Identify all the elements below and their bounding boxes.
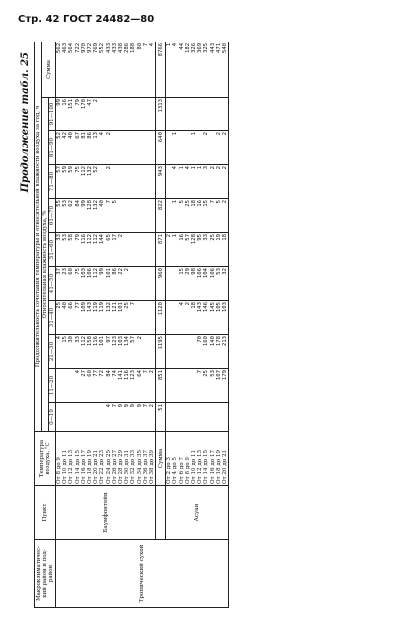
sum-value: 8766 <box>156 42 166 98</box>
rotated-content <box>20 42 373 608</box>
value-cell: 52 42 40 67 81 86 13 4 2 <box>56 131 156 165</box>
header-range: 81—90 <box>49 131 56 165</box>
point-cell: Асуан <box>166 486 229 540</box>
sum-value: 1195 <box>156 335 166 369</box>
value-cell: 7 25 53 107 179 <box>166 369 229 403</box>
value-cell: 4 2 18 143 146 145 105 103 <box>166 301 229 335</box>
header-point: Пункт <box>35 486 56 540</box>
header-range: 11—20 <box>49 369 56 403</box>
value-cell: 33 53 58 79 116 112 112 144 65 17 2 <box>56 233 156 267</box>
table-row <box>56 42 156 608</box>
value-cell: 4 27 60 77 72 84 74 141 116 123 64 7 2 <box>56 369 156 403</box>
value-cell: 4 15 30 33 112 158 116 101 97 123 103 134 57 2 <box>56 335 156 369</box>
sum-value: 871 <box>156 233 166 267</box>
sum-label: Сумма <box>156 432 166 486</box>
header-range: 71—80 <box>49 165 56 199</box>
value-cell <box>166 403 229 432</box>
value-cell: 1 5 25 18 16 15 7 5 2 <box>166 199 229 233</box>
header-range: 51—60 <box>49 233 56 267</box>
sum-value: 851 <box>156 369 166 403</box>
header-temperature: Температура воздуха, °С <box>35 432 56 486</box>
header-range: 41—50 <box>49 267 56 301</box>
header-range: 61—70 <box>49 199 56 233</box>
value-cell: 70 160 140 178 213 <box>166 335 229 369</box>
page-header: Стр. 42 ГОСТ 24482—80 <box>18 14 155 25</box>
sum-value: 51 <box>156 403 166 432</box>
empty-cell <box>156 486 166 540</box>
value-cell: 57 59 59 75 112 132 52 2 <box>56 165 156 199</box>
value-cell <box>166 98 229 131</box>
header-range: 31—40 <box>49 301 56 335</box>
header-sum: Сумма <box>42 42 56 98</box>
sum-value: 1120 <box>156 301 166 335</box>
sum-value: 640 <box>156 131 166 165</box>
continuation-caption: Продолжение табл. 25 <box>20 52 31 193</box>
value-cell: 4 1 4 1 1 3 2 2 2 <box>166 165 229 199</box>
rotated-table-area <box>20 42 373 608</box>
sum-value: 943 <box>156 165 166 199</box>
value-cell: 2 1 16 57 128 95 33 25 19 18 <box>166 233 229 267</box>
header-range: 91—100 <box>49 98 56 131</box>
sum-value: 1313 <box>156 98 166 131</box>
header-duration-group: Продолжительность сочетания температуры и относительной влажности воздуха за год, ч <box>35 42 42 432</box>
header-humidity: Относительная влажность воздуха, % <box>42 98 49 432</box>
header-range: 21—30 <box>49 335 56 369</box>
value-cell: 55 53 62 84 99 128 132 40 7 5 <box>56 199 156 233</box>
sum-cell: 562 463 564 722 970 972 769 552 433 433 438 286 188 80 7 4 <box>56 42 156 98</box>
sum-cell: 1 4 44 182 326 369 325 443 471 540 <box>166 42 229 98</box>
value-cell: 37 23 60 75 103 106 112 99 101 86 22 2 <box>56 267 156 301</box>
header-climate-region: Макроклиматичес-кий район и под-район <box>35 540 56 608</box>
sum-value: 960 <box>156 267 166 301</box>
header-range: 0—10 <box>49 403 56 432</box>
value-cell: 15 29 98 106 104 106 53 32 <box>166 267 229 301</box>
data-table <box>34 42 229 608</box>
value-cell: 1 1 2 2 2 <box>166 131 229 165</box>
temperature-cell: От 8 до 9 От 10 до 11 От 12 до 13 От 14 до 15 От 16 до 17 От 18 до 19 От 20 до 21 От 22 до 23 От 24 до 25 От 26 до 27 От 28 до 29 От 30 до 31 От 32 до 33 От 34 до 35 От 36 до 37 От 38 до 39 <box>56 432 156 486</box>
table-row-sum <box>156 42 166 608</box>
temperature-cell: От 2 до 3 От 4 до 5 От 6 до 7 От 8 до 9 От 10 до 11 От 12 до 13 От 14 до 15 От 16 до 17 От 18 до 19 От 20 до 21 <box>166 432 229 486</box>
sum-value: 822 <box>156 199 166 233</box>
value-cell: 4 7 9 9 9 9 7 2 <box>56 403 156 432</box>
value-cell: 25 40 66 77 109 143 119 119 132 121 101 25 7 <box>56 301 156 335</box>
climate-region-cell: Тропический сухой <box>56 540 229 608</box>
table-row <box>166 42 229 608</box>
value-cell: 99 16 151 79 170 47 2 <box>56 98 156 131</box>
point-cell: Баумфонтейн <box>56 486 156 540</box>
